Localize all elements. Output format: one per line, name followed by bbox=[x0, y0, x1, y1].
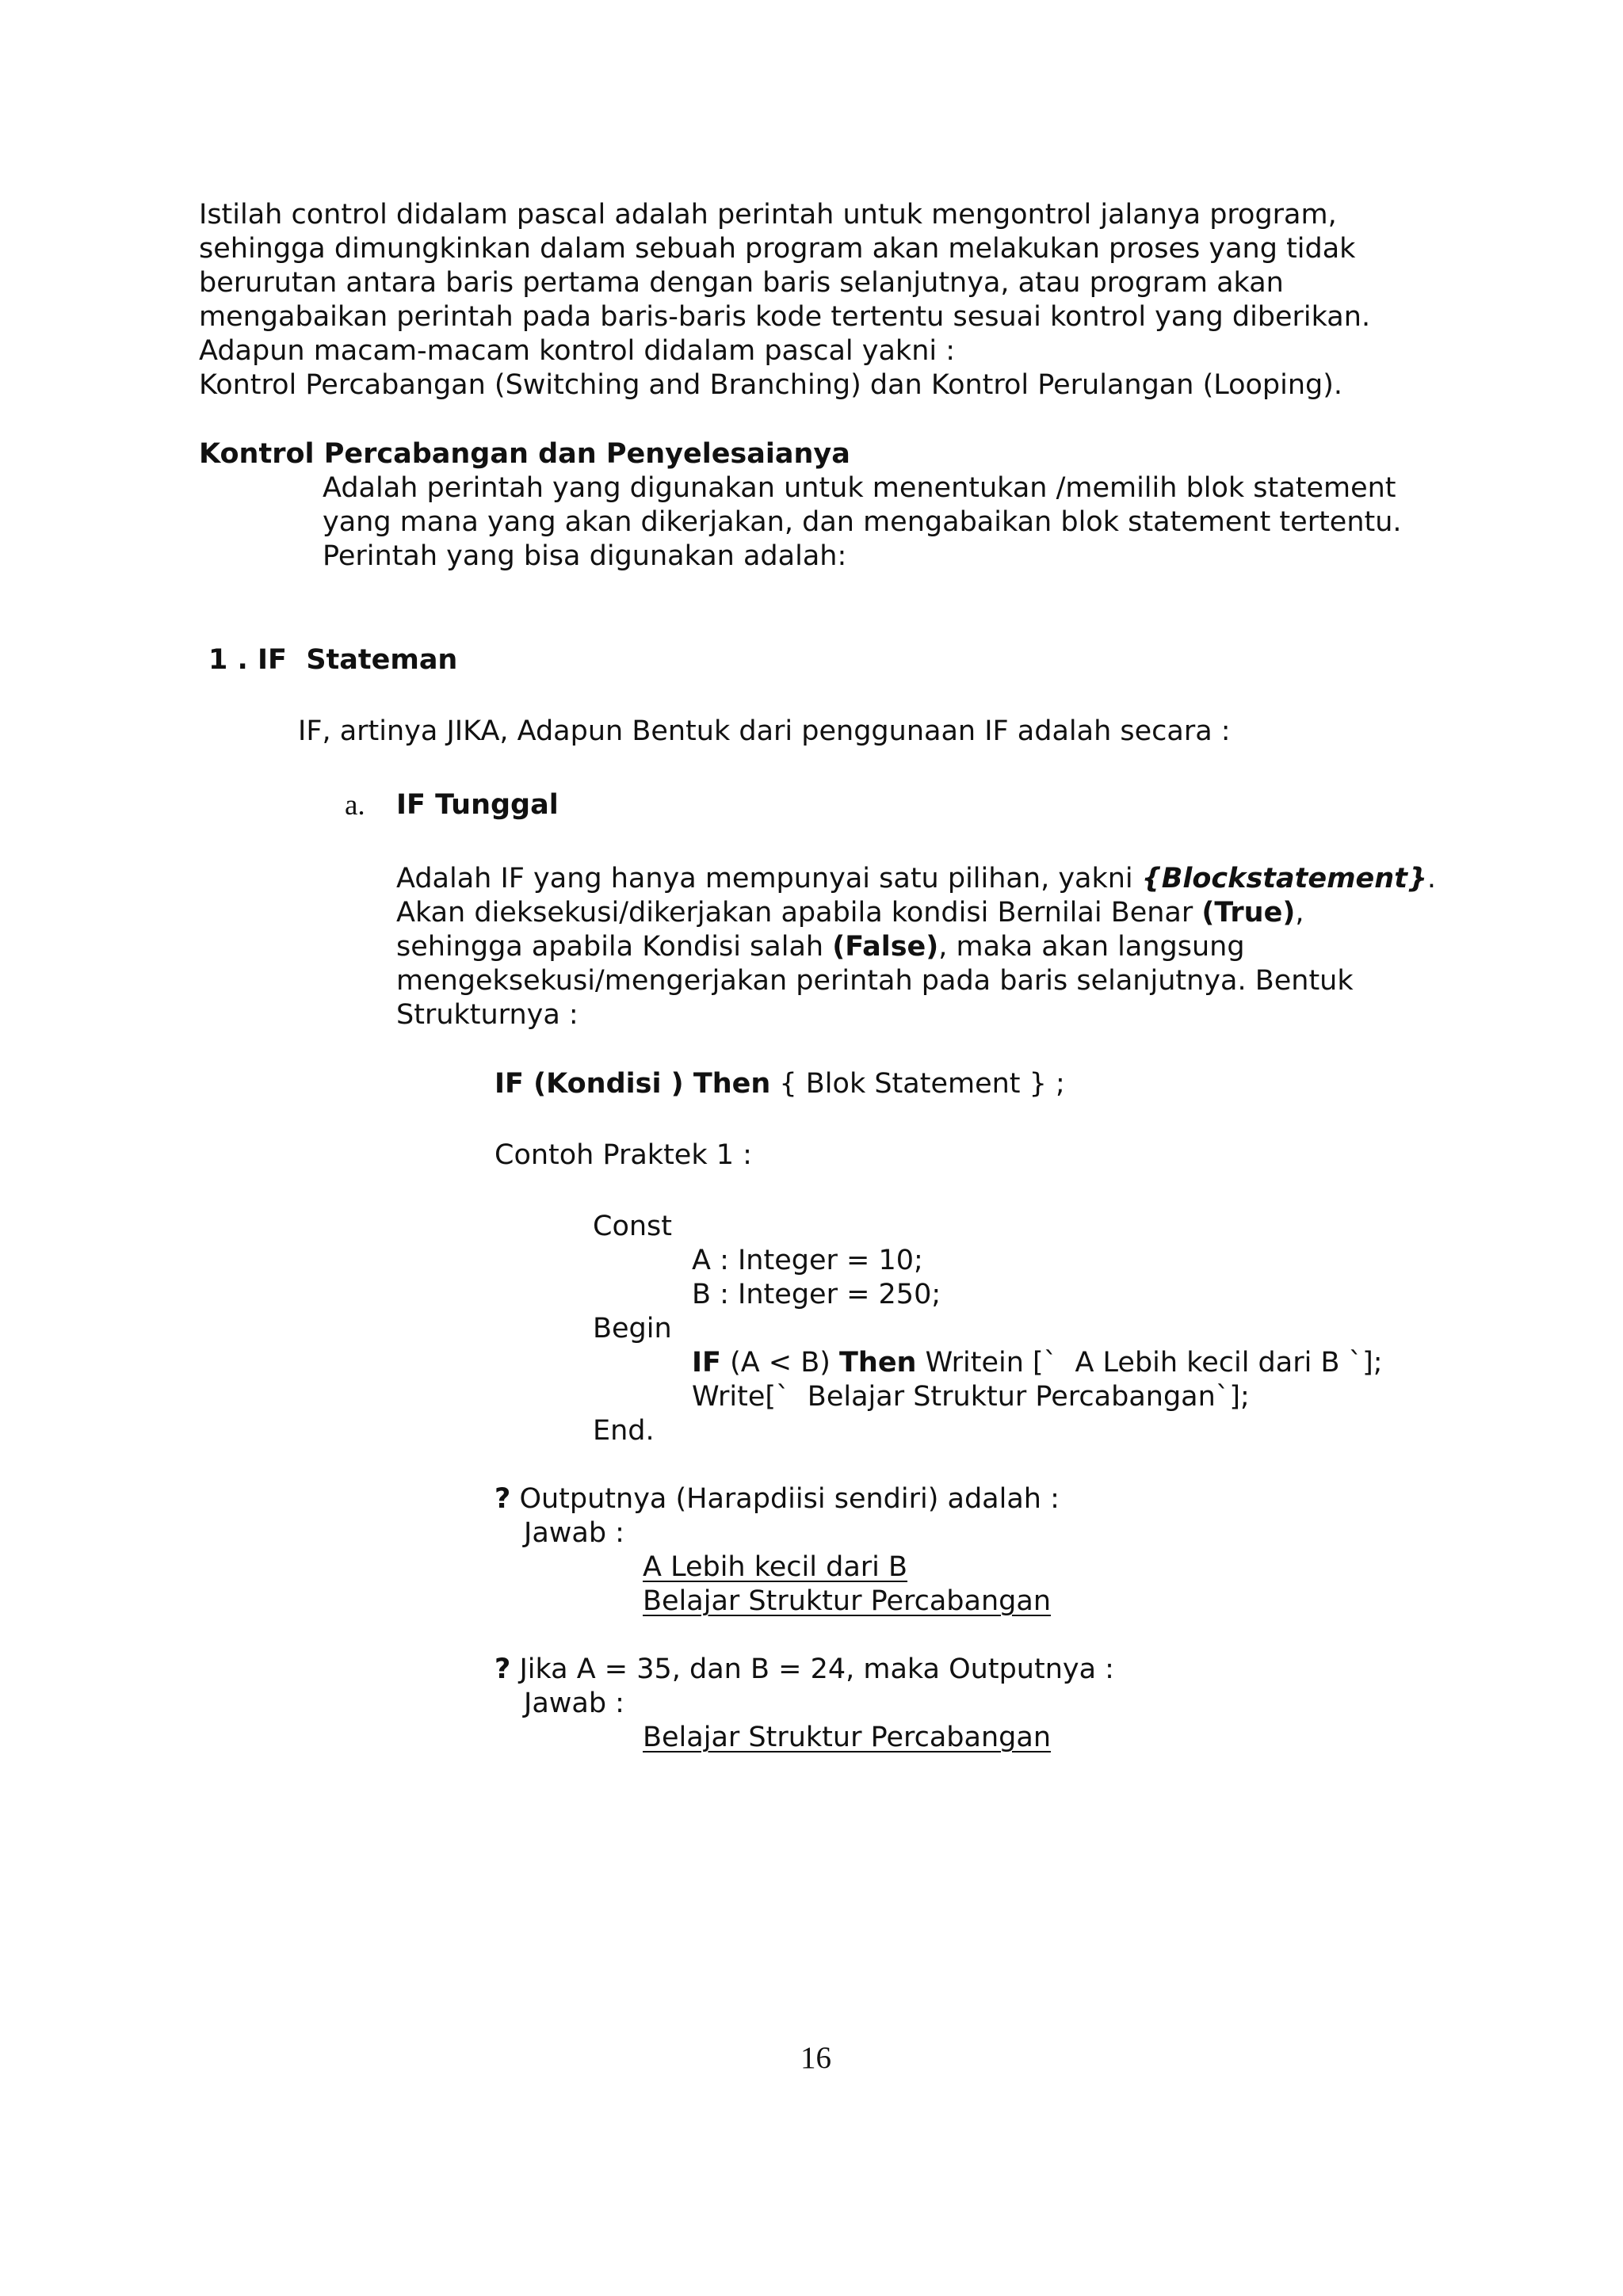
false-term: (False) bbox=[832, 931, 939, 963]
code-if-rest: Writein [` A Lebih kecil dari B `]; bbox=[916, 1347, 1383, 1379]
true-term: (True) bbox=[1201, 897, 1296, 929]
sub-para-3c: , maka akan langsung bbox=[938, 931, 1245, 963]
code-if-line bbox=[692, 1346, 1383, 1380]
question-2-answer-1: Belajar Struktur Percabangan bbox=[643, 1722, 1052, 1753]
sub-para-2c: , bbox=[1295, 897, 1304, 929]
sub-para-line-3 bbox=[396, 930, 1245, 964]
section-line-1: Adalah perintah yang digunakan untuk menentukan /memilih blok statement bbox=[323, 472, 1396, 504]
question-1 bbox=[495, 1482, 1060, 1516]
intro-line-4: mengabaikan perintah pada baris-baris kode tertentu sesuai kontrol yang diberikan. bbox=[199, 301, 1371, 333]
code-a-line: A : Integer = 10; bbox=[692, 1245, 923, 1276]
question-1-answer-1: A Lebih kecil dari B bbox=[643, 1551, 908, 1583]
sub-para-line-1 bbox=[396, 862, 1436, 896]
blockstatement-term: {Blockstatement} bbox=[1141, 863, 1427, 894]
sub-para-line-2 bbox=[396, 896, 1304, 930]
section-line-3: Perintah yang bisa digunakan adalah: bbox=[323, 540, 847, 572]
code-then-keyword: Then bbox=[839, 1347, 917, 1379]
page-number: 16 bbox=[800, 2041, 831, 2075]
question-1-answer-2: Belajar Struktur Percabangan bbox=[643, 1585, 1052, 1617]
example-title: Contoh Praktek 1 : bbox=[495, 1139, 752, 1171]
code-if-keyword: IF bbox=[692, 1347, 721, 1379]
intro-line-6: Kontrol Percabangan (Switching and Branching) dan Kontrol Perulangan (Looping). bbox=[199, 369, 1343, 401]
intro-line-3: berurutan antara baris pertama dengan baris selanjutnya, atau program akan bbox=[199, 267, 1284, 299]
question-1-mark: ? bbox=[495, 1483, 511, 1515]
intro-line-1: Istilah control didalam pascal adalah perintah untuk mengontrol jalanya program, bbox=[199, 199, 1337, 231]
question-2-answer-label: Jawab : bbox=[524, 1688, 624, 1719]
if-syntax-keyword: IF (Kondisi ) Then bbox=[495, 1068, 771, 1100]
sub-para-line-4: mengeksekusi/mengerjakan perintah pada baris selanjutnya. Bentuk bbox=[396, 965, 1354, 997]
code-end: End. bbox=[593, 1415, 655, 1447]
sub-para-1c: . bbox=[1426, 863, 1437, 894]
question-1-text: Outputnya (Harapdiisi sendiri) adalah : bbox=[510, 1483, 1060, 1515]
question-2-mark: ? bbox=[495, 1653, 511, 1685]
if-syntax bbox=[495, 1067, 1065, 1101]
question-2 bbox=[495, 1653, 1114, 1687]
code-b-line: B : Integer = 250; bbox=[692, 1279, 941, 1310]
intro-line-2: sehingga dimungkinkan dalam sebuah program akan melakukan proses yang tidak bbox=[199, 233, 1356, 265]
code-if-cond: (A < B) bbox=[720, 1347, 840, 1379]
if-statement-heading: 1 . IF Stateman bbox=[208, 644, 458, 676]
section-line-2: yang mana yang akan dikerjakan, dan mengabaikan blok statement tertentu. bbox=[323, 506, 1402, 538]
if-statement-intro: IF, artinya JIKA, Adapun Bentuk dari penggunaan IF adalah secara : bbox=[298, 715, 1231, 747]
sub-marker: a. bbox=[345, 789, 365, 822]
sub-para-line-5: Strukturnya : bbox=[396, 999, 579, 1031]
sub-para-1a: Adalah IF yang hanya mempunyai satu pilihan, yakni bbox=[396, 863, 1142, 894]
intro-line-5: Adapun macam-macam kontrol didalam pascal yakni : bbox=[199, 335, 956, 367]
sub-heading: IF Tunggal bbox=[396, 789, 559, 821]
question-2-text: Jika A = 35, dan B = 24, maka Outputnya : bbox=[510, 1653, 1114, 1685]
question-1-answer-label: Jawab : bbox=[524, 1517, 624, 1549]
sub-para-3a: sehingga apabila Kondisi salah bbox=[396, 931, 833, 963]
code-begin: Begin bbox=[593, 1313, 672, 1344]
code-const: Const bbox=[593, 1211, 672, 1242]
section-heading: Kontrol Percabangan dan Penyelesaianya bbox=[199, 438, 850, 470]
code-write-line: Write[` Belajar Struktur Percabangan`]; bbox=[692, 1381, 1250, 1413]
sub-para-2a: Akan dieksekusi/dikerjakan apabila kondisi Bernilai Benar bbox=[396, 897, 1202, 929]
if-syntax-rest: { Blok Statement } ; bbox=[770, 1068, 1065, 1100]
